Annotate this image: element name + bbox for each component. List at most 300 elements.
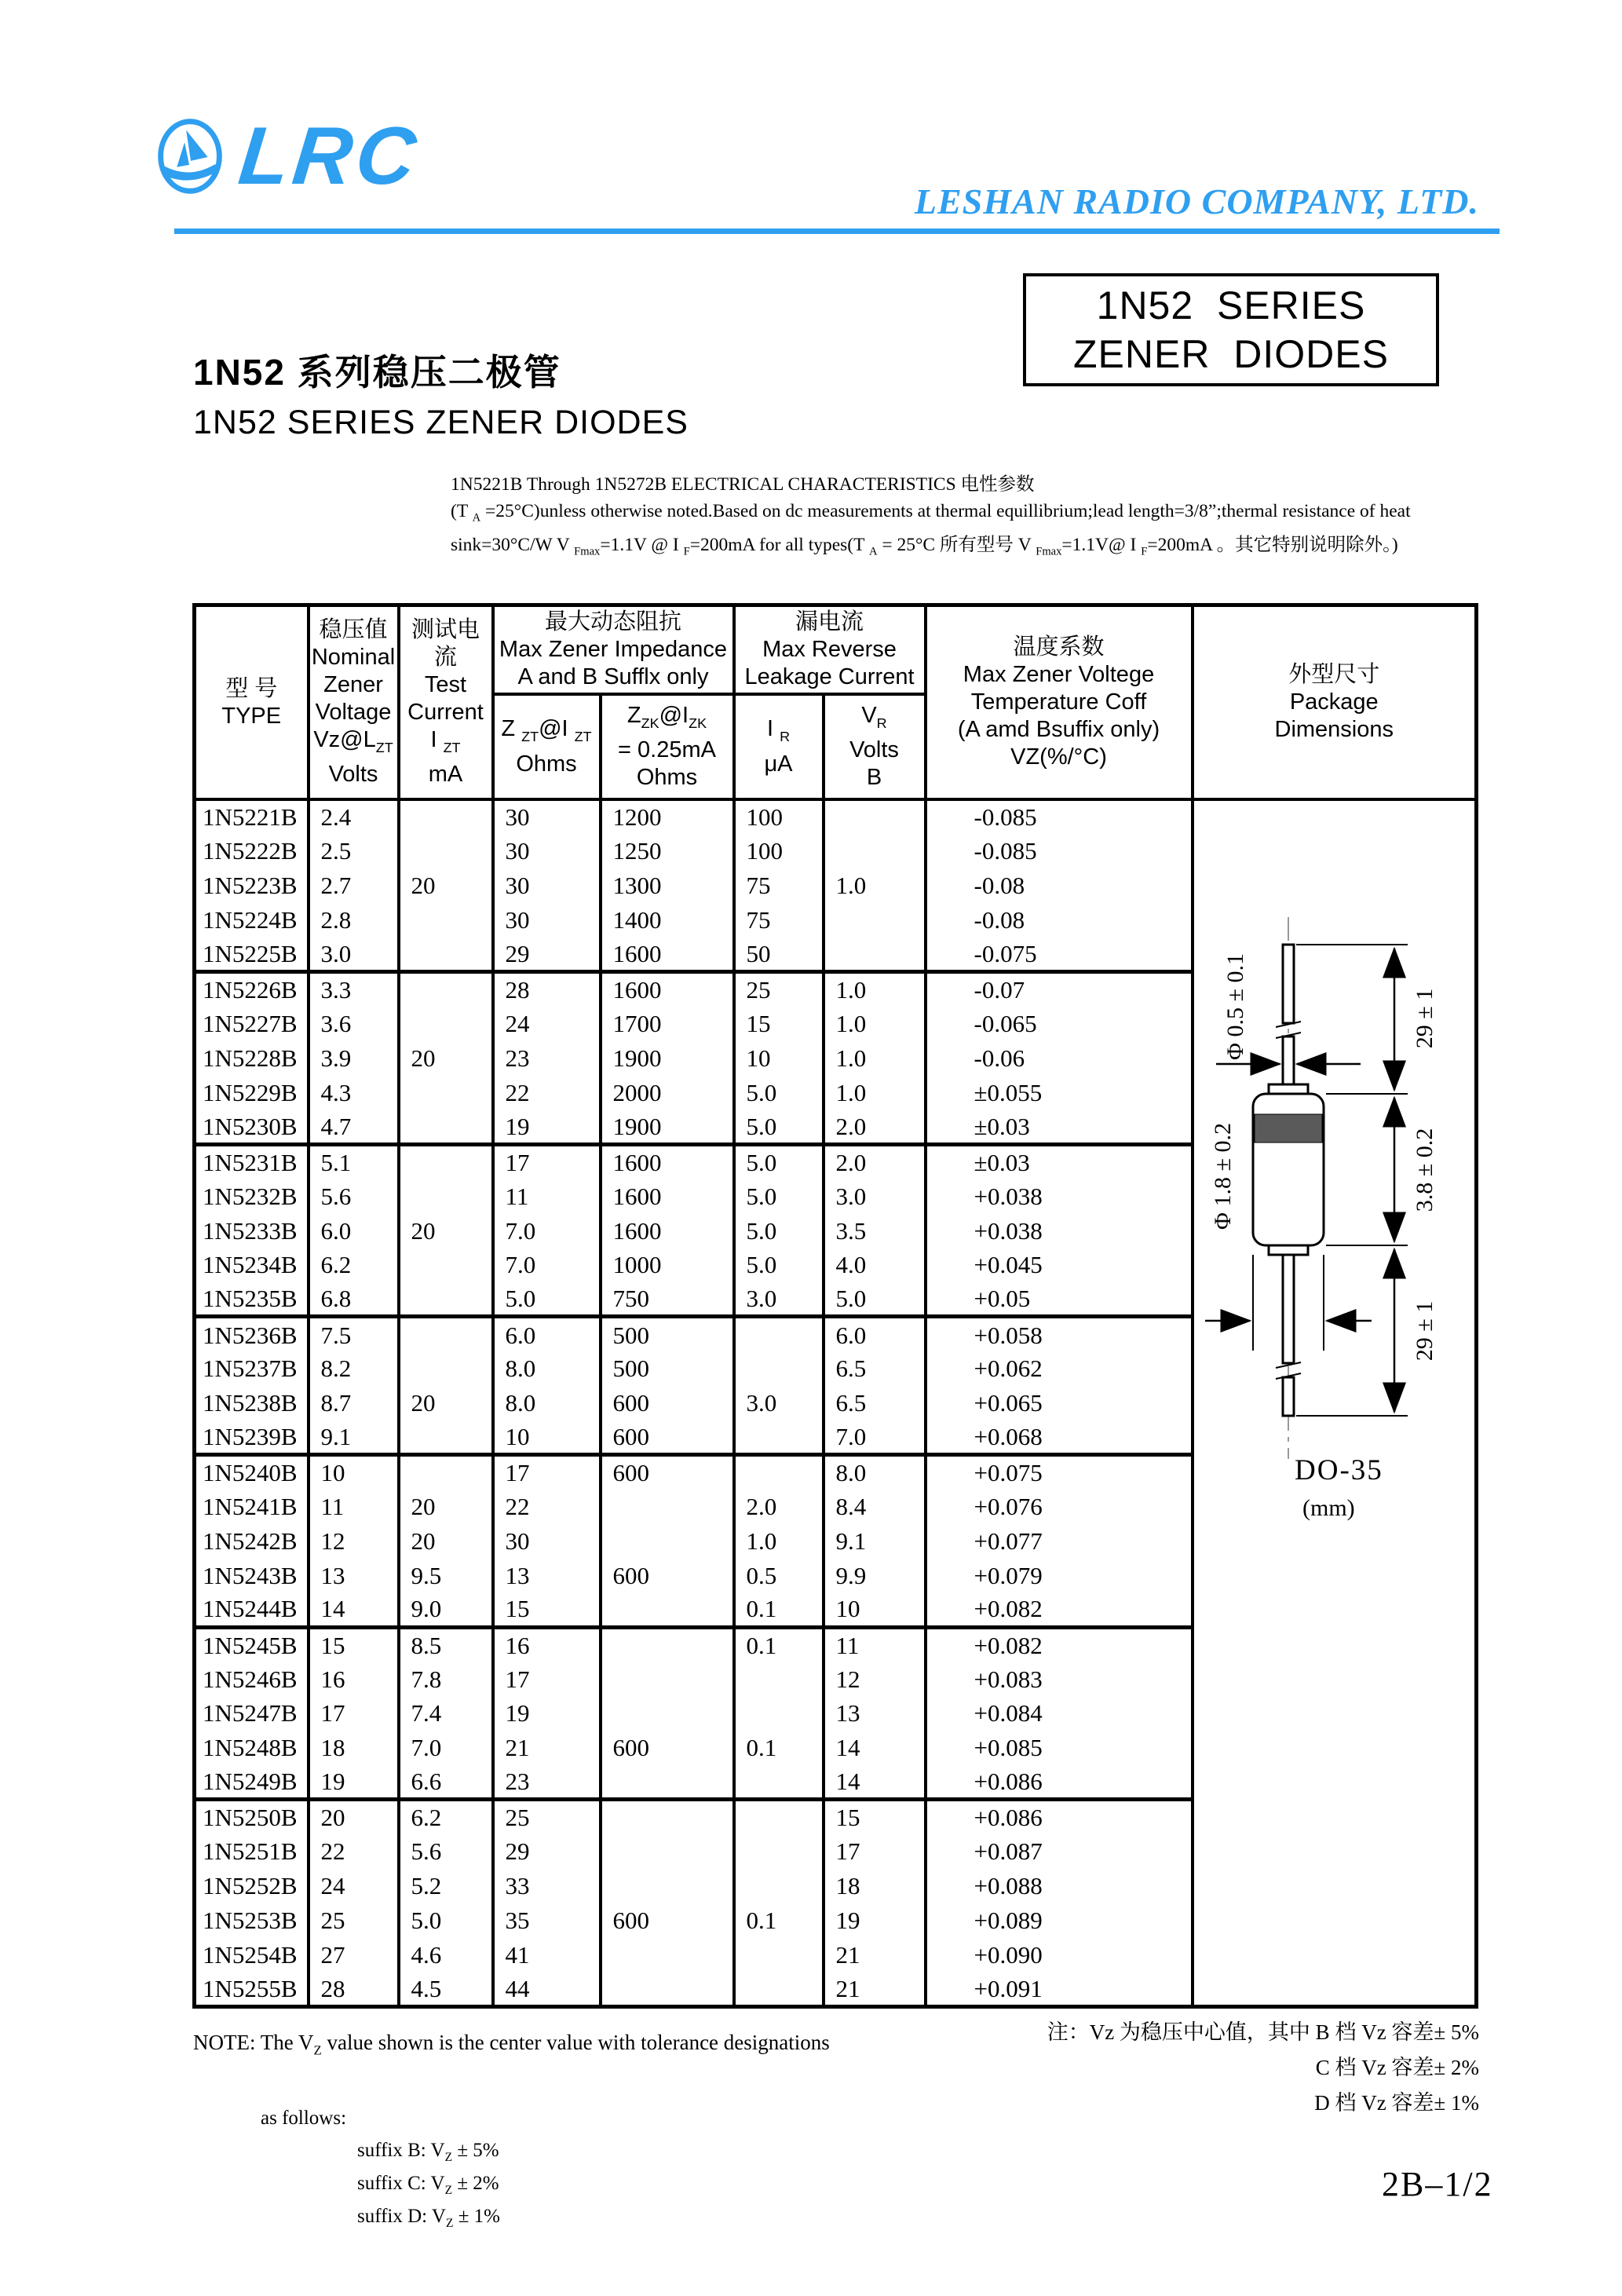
col-header-package: 外型尺寸 Package Dimensions	[1193, 605, 1477, 800]
cell-ir: 5.0	[734, 1075, 824, 1110]
cell-tc: +0.086	[926, 1765, 1193, 1800]
cell-izt: 9.5	[399, 1558, 493, 1592]
cell-zzk: 1700	[601, 1007, 734, 1041]
cell-type: 1N5222B	[195, 834, 309, 868]
cell-ir: 3.0	[734, 1282, 824, 1317]
cell-vz: 11	[309, 1489, 399, 1523]
series-box	[1023, 273, 1439, 386]
table-row	[195, 799, 1477, 834]
cell-zzt: 24	[493, 1007, 601, 1041]
cell-vr: 15	[824, 1800, 926, 1834]
cell-ir: 0.5	[734, 1558, 824, 1592]
spec-table	[192, 603, 1478, 2009]
cell-vz: 2.8	[309, 903, 399, 938]
cell-tc: ±0.03	[926, 1110, 1193, 1144]
cell-tc: -0.08	[926, 903, 1193, 938]
cell-zzt: 17	[493, 1662, 601, 1696]
cell-zzt: 23	[493, 1040, 601, 1075]
body-collar-bottom	[1269, 1245, 1308, 1255]
cell-vr: 17	[824, 1834, 926, 1869]
cell-ir	[734, 1800, 824, 1834]
lrc-logo-icon	[144, 110, 236, 203]
cell-vz: 5.1	[309, 1144, 399, 1179]
cell-ir: 0.1	[734, 1627, 824, 1662]
cell-zzt: 17	[493, 1455, 601, 1490]
cell-tc: +0.090	[926, 1937, 1193, 1972]
cell-zzk: 600	[601, 1455, 734, 1490]
cell-ir: 5.0	[734, 1179, 824, 1213]
cell-ir	[734, 1317, 824, 1351]
cell-vz: 8.7	[309, 1386, 399, 1420]
cell-izt: 5.6	[399, 1834, 493, 1869]
cell-zzk: 1400	[601, 903, 734, 938]
cell-zzt: 30	[493, 868, 601, 903]
top-lead-upper	[1283, 945, 1294, 1023]
cell-zzt: 21	[493, 1731, 601, 1765]
col-header-izt: 测试电流 Test Current I $_{ZT}$ mA	[399, 605, 493, 800]
cell-vr	[824, 834, 926, 868]
cell-vr: 18	[824, 1869, 926, 1903]
cell-izt	[399, 972, 493, 1007]
cell-tc: +0.086	[926, 1800, 1193, 1834]
cell-ir	[734, 1420, 824, 1455]
cell-izt	[399, 1351, 493, 1386]
dim-label-bottom-lead: 29 ± 1	[1411, 1300, 1438, 1362]
cell-vz: 13	[309, 1558, 399, 1592]
cell-vr: 5.0	[824, 1282, 926, 1317]
cell-vz: 22	[309, 1834, 399, 1869]
cell-ir: 15	[734, 1007, 824, 1041]
cell-vz: 6.8	[309, 1282, 399, 1317]
cell-vr: 9.9	[824, 1558, 926, 1592]
cell-zzt: 30	[493, 799, 601, 834]
cell-ir: 5.0	[734, 1110, 824, 1144]
note-chinese: 注：Vz 为稳压中心值，其中 B 档 Vz 容差± 5% C 档 Vz 容差± 2% D 档 Vz 容差± 1%	[1047, 2020, 1479, 2115]
cell-izt: 7.4	[399, 1696, 493, 1731]
cell-ir: 5.0	[734, 1248, 824, 1282]
cell-izt	[399, 1075, 493, 1110]
cell-tc: +0.091	[926, 1972, 1193, 2006]
col-header-vz: 稳压值 Nominal Zener Voltage $Vz@L_{ZT}$ Volts	[309, 605, 399, 800]
cell-zzk: 500	[601, 1317, 734, 1351]
cell-type: 1N5234B	[195, 1248, 309, 1282]
cell-type: 1N5245B	[195, 1627, 309, 1662]
cell-vr: 1.0	[824, 1075, 926, 1110]
cell-zzt: 30	[493, 903, 601, 938]
cell-tc: -0.065	[926, 1007, 1193, 1041]
cell-izt	[399, 834, 493, 868]
cell-zzt: 8.0	[493, 1351, 601, 1386]
series-box-line1: 1N52 SERIES	[1096, 283, 1366, 327]
cell-tc: +0.065	[926, 1386, 1193, 1420]
cell-vr: 3.0	[824, 1179, 926, 1213]
cell-type: 1N5243B	[195, 1558, 309, 1592]
cell-tc: +0.084	[926, 1696, 1193, 1731]
cell-type: 1N5254B	[195, 1937, 309, 1972]
cell-tc: +0.075	[926, 1455, 1193, 1490]
title-chinese: 1N52 系列稳压二极管	[193, 352, 561, 393]
cell-izt: 4.5	[399, 1972, 493, 2006]
cell-vr: 6.5	[824, 1351, 926, 1386]
cell-vz: 3.6	[309, 1007, 399, 1041]
cell-tc: -0.085	[926, 799, 1193, 834]
cell-vz: 14	[309, 1592, 399, 1627]
cell-ir: 10	[734, 1040, 824, 1075]
cell-tc: +0.082	[926, 1592, 1193, 1627]
cell-tc: -0.07	[926, 972, 1193, 1007]
cell-vr: 21	[824, 1937, 926, 1972]
cell-zzt: 8.0	[493, 1386, 601, 1420]
dim-label-lead-dia: Φ 0.5 ± 0.1	[1222, 953, 1248, 1060]
cell-vr: 10	[824, 1592, 926, 1627]
cell-vz: 16	[309, 1662, 399, 1696]
cell-vr: 13	[824, 1696, 926, 1731]
cell-type: 1N5238B	[195, 1386, 309, 1420]
cell-zzt: 5.0	[493, 1282, 601, 1317]
dim-label-body-length: 3.8 ± 0.2	[1411, 1128, 1438, 1212]
cell-ir	[734, 1662, 824, 1696]
cell-type: 1N5240B	[195, 1455, 309, 1490]
cell-zzk	[601, 1972, 734, 2006]
cell-zzk: 1300	[601, 868, 734, 903]
cell-zzt: 22	[493, 1489, 601, 1523]
cell-vr: 11	[824, 1627, 926, 1662]
cell-vz: 27	[309, 1937, 399, 1972]
cell-tc: +0.068	[926, 1420, 1193, 1455]
cell-vr: 12	[824, 1662, 926, 1696]
cell-zzt: 29	[493, 1834, 601, 1869]
cell-tc: +0.085	[926, 1731, 1193, 1765]
cell-vz: 18	[309, 1731, 399, 1765]
cell-zzt: 44	[493, 1972, 601, 2006]
cell-tc: +0.089	[926, 1903, 1193, 1938]
cell-izt	[399, 1282, 493, 1317]
cell-type: 1N5231B	[195, 1144, 309, 1179]
cell-type: 1N5244B	[195, 1592, 309, 1627]
cell-zzt: 33	[493, 1869, 601, 1903]
cell-vz: 2.7	[309, 868, 399, 903]
cell-type: 1N5227B	[195, 1007, 309, 1041]
bottom-lead-lower	[1283, 1377, 1294, 1416]
cell-tc: +0.079	[926, 1558, 1193, 1592]
cell-zzt: 25	[493, 1800, 601, 1834]
cell-ir: 0.1	[734, 1592, 824, 1627]
bottom-lead-upper	[1283, 1255, 1294, 1363]
cell-vr: 1.0	[824, 1007, 926, 1041]
cell-tc: +0.082	[926, 1627, 1193, 1662]
cell-vr: 7.0	[824, 1420, 926, 1455]
package-cell	[1193, 799, 1477, 2007]
cell-izt	[399, 1144, 493, 1179]
top-lead-lower	[1283, 1036, 1294, 1084]
cell-zzk	[601, 1937, 734, 1972]
cell-zzk: 500	[601, 1351, 734, 1386]
cell-zzk: 1200	[601, 799, 734, 834]
cell-zzt: 29	[493, 938, 601, 972]
col-header-leakage-group: 漏电流 Max Reverse Leakage Current	[734, 605, 926, 695]
note-english: NOTE: The $V_Z$ value shown is the center value with tolerance designations	[193, 2031, 830, 2058]
cathode-band	[1255, 1114, 1322, 1143]
cell-zzk: 1900	[601, 1110, 734, 1144]
cell-vz: 17	[309, 1696, 399, 1731]
cell-izt: 4.6	[399, 1937, 493, 1972]
cell-vr: 14	[824, 1731, 926, 1765]
cell-zzk: 1600	[601, 1144, 734, 1179]
cell-tc: +0.038	[926, 1179, 1193, 1213]
cell-tc: ±0.03	[926, 1144, 1193, 1179]
col-header-zzt: Z $_{ZT}$@I $_{ZT}$ Ohms	[493, 694, 601, 799]
cell-zzt: 35	[493, 1903, 601, 1938]
cell-type: 1N5241B	[195, 1489, 309, 1523]
cell-vr: 8.4	[824, 1489, 926, 1523]
header-row-groups	[195, 605, 1477, 695]
cell-zzt: 6.0	[493, 1317, 601, 1351]
cell-ir	[734, 1351, 824, 1386]
cell-zzk: 1600	[601, 938, 734, 972]
dim-label-body-dia: Φ 1.8 ± 0.2	[1209, 1123, 1236, 1230]
cell-zzt: 19	[493, 1696, 601, 1731]
cell-type: 1N5225B	[195, 938, 309, 972]
col-header-vr: $V_R$ Volts B	[824, 694, 926, 799]
cell-izt: 5.2	[399, 1869, 493, 1903]
col-header-temp-coeff: 温度系数 Max Zener Voltege Temperature Coff (A amd Bsuffix only) VZ(%/°C)	[926, 605, 1193, 800]
cell-type: 1N5232B	[195, 1179, 309, 1213]
cell-zzt: 41	[493, 1937, 601, 1972]
cell-vr: 1.0	[824, 1040, 926, 1075]
package-name-label: DO-35	[1294, 1454, 1383, 1486]
dim-label-top-lead: 29 ± 1	[1411, 988, 1438, 1049]
cell-type: 1N5226B	[195, 972, 309, 1007]
cell-ir: 75	[734, 868, 824, 903]
cell-tc: +0.077	[926, 1523, 1193, 1558]
cell-zzt: 22	[493, 1075, 601, 1110]
cell-vz: 9.1	[309, 1420, 399, 1455]
cell-vr: 3.5	[824, 1213, 926, 1248]
cell-zzt: 11	[493, 1179, 601, 1213]
cell-type: 1N5236B	[195, 1317, 309, 1351]
cell-type: 1N5230B	[195, 1110, 309, 1144]
cell-type: 1N5253B	[195, 1903, 309, 1938]
cell-izt	[399, 1110, 493, 1144]
cell-type: 1N5251B	[195, 1834, 309, 1869]
cell-vr	[824, 799, 926, 834]
cell-izt: 6.6	[399, 1765, 493, 1800]
header-rule	[174, 229, 1500, 234]
cell-zzt: 23	[493, 1765, 601, 1800]
cell-izt: 20	[399, 1489, 493, 1523]
title-english: 1N52 SERIES ZENER DIODES	[193, 404, 689, 441]
cell-izt: 6.2	[399, 1800, 493, 1834]
cell-izt	[399, 799, 493, 834]
cell-zzk	[601, 1834, 734, 1869]
cell-vz: 24	[309, 1869, 399, 1903]
cell-type: 1N5233B	[195, 1213, 309, 1248]
cell-ir: 75	[734, 903, 824, 938]
cell-vz: 7.5	[309, 1317, 399, 1351]
cell-zzk	[601, 1800, 734, 1834]
cell-vz: 10	[309, 1455, 399, 1490]
cell-izt: 5.0	[399, 1903, 493, 1938]
note-suffix-list: suffix B: $V_Z \pm 5\%$ suffix C: $V_Z \pm 2\%$ suffix D: $V_Z \pm 1\%$	[357, 2140, 500, 2230]
cell-vr	[824, 938, 926, 972]
cell-type: 1N5229B	[195, 1075, 309, 1110]
col-header-zzk: $Z_{ZK}@I_{ZK}$ = 0.25mA Ohms	[601, 694, 734, 799]
cell-zzt: 16	[493, 1627, 601, 1662]
cell-ir: 3.0	[734, 1386, 824, 1420]
cell-zzk: 600	[601, 1903, 734, 1938]
cell-type: 1N5249B	[195, 1765, 309, 1800]
series-box-line2: ZENER DIODES	[1073, 332, 1389, 376]
table-body	[195, 799, 1477, 2007]
cell-zzk	[601, 1489, 734, 1523]
page-number: 2B–1/2	[1382, 2165, 1493, 2203]
cell-vz: 4.7	[309, 1110, 399, 1144]
cell-izt: 7.8	[399, 1662, 493, 1696]
cell-vr: 4.0	[824, 1248, 926, 1282]
cell-vz: 3.9	[309, 1040, 399, 1075]
cell-type: 1N5237B	[195, 1351, 309, 1386]
cell-ir: 5.0	[734, 1213, 824, 1248]
cell-type: 1N5255B	[195, 1972, 309, 2006]
cell-vr: 2.0	[824, 1110, 926, 1144]
cell-vr	[824, 903, 926, 938]
cell-izt	[399, 938, 493, 972]
cell-izt	[399, 1248, 493, 1282]
intro-paragraph: 1N5221B Through 1N5272B ELECTRICAL CHARACTERISTICS 电性参数 (T $_A$ =25°C)unless otherwise noted.Based on dc measurements at thermal equillibrium;lead length=3/8”;thermal resistance of heat sink=30°C/W V $_{Fmax}$=1.1V @ I $_F$=200mA for all types(T $_A$ = 25°C 所有型号 V $_{Fmax}$=1.1V@ I $_F$=200mA 。其它特别说明除外。)	[451, 474, 1411, 558]
cell-type: 1N5242B	[195, 1523, 309, 1558]
cell-ir: 2.0	[734, 1489, 824, 1523]
cell-tc: +0.083	[926, 1662, 1193, 1696]
cell-zzt: 17	[493, 1144, 601, 1179]
cell-izt	[399, 903, 493, 938]
cell-vz: 2.5	[309, 834, 399, 868]
cell-tc: ±0.055	[926, 1075, 1193, 1110]
cell-vz: 6.0	[309, 1213, 399, 1248]
cell-zzk	[601, 1765, 734, 1800]
company-name: LESHAN RADIO COMPANY, LTD.	[914, 181, 1479, 221]
cell-type: 1N5248B	[195, 1731, 309, 1765]
cell-ir	[734, 1834, 824, 1869]
lrc-logo	[144, 110, 424, 203]
cell-izt: 20	[399, 1213, 493, 1248]
cell-vz: 19	[309, 1765, 399, 1800]
cell-zzk	[601, 1662, 734, 1696]
cell-ir	[734, 1869, 824, 1903]
cell-ir: 100	[734, 834, 824, 868]
col-header-ir: I $_R$ μA	[734, 694, 824, 799]
cell-tc: -0.08	[926, 868, 1193, 903]
cell-izt: 20	[399, 1040, 493, 1075]
cell-vr: 8.0	[824, 1455, 926, 1490]
cell-ir	[734, 1455, 824, 1490]
cell-ir: 5.0	[734, 1144, 824, 1179]
cell-type: 1N5223B	[195, 868, 309, 903]
cell-ir	[734, 1696, 824, 1731]
cell-zzk	[601, 1696, 734, 1731]
cell-zzk: 1600	[601, 1213, 734, 1248]
cell-tc: -0.085	[926, 834, 1193, 868]
cell-type: 1N5246B	[195, 1662, 309, 1696]
cell-type: 1N5224B	[195, 903, 309, 938]
cell-izt: 20	[399, 1523, 493, 1558]
cell-vr: 14	[824, 1765, 926, 1800]
cell-ir: 25	[734, 972, 824, 1007]
cell-ir	[734, 1765, 824, 1800]
cell-tc: +0.045	[926, 1248, 1193, 1282]
cell-izt	[399, 1179, 493, 1213]
cell-zzk: 600	[601, 1386, 734, 1420]
cell-zzk: 1250	[601, 834, 734, 868]
cell-type: 1N5247B	[195, 1696, 309, 1731]
cell-zzt: 15	[493, 1592, 601, 1627]
cell-zzt: 19	[493, 1110, 601, 1144]
cell-zzk: 1000	[601, 1248, 734, 1282]
cell-zzk	[601, 1627, 734, 1662]
cell-zzk: 600	[601, 1420, 734, 1455]
cell-vr: 6.5	[824, 1386, 926, 1420]
cell-izt	[399, 1317, 493, 1351]
cell-ir: 1.0	[734, 1523, 824, 1558]
cell-ir	[734, 1972, 824, 2006]
cell-vz: 8.2	[309, 1351, 399, 1386]
cell-ir: 50	[734, 938, 824, 972]
cell-zzk: 750	[601, 1282, 734, 1317]
cell-izt: 20	[399, 1386, 493, 1420]
cell-vr: 6.0	[824, 1317, 926, 1351]
cell-vz: 6.2	[309, 1248, 399, 1282]
col-header-impedance-group: 最大动态阻抗 Max Zener Impedance A and B Sufflx only	[493, 605, 734, 695]
cell-type: 1N5250B	[195, 1800, 309, 1834]
cell-zzk	[601, 1869, 734, 1903]
cell-vz: 3.0	[309, 938, 399, 972]
cell-tc: +0.05	[926, 1282, 1193, 1317]
cell-tc: +0.087	[926, 1834, 1193, 1869]
cell-izt: 9.0	[399, 1592, 493, 1627]
cell-zzt: 13	[493, 1558, 601, 1592]
body-collar-top	[1269, 1084, 1308, 1094]
package-unit-label: (mm)	[1302, 1495, 1355, 1521]
cell-vz: 2.4	[309, 799, 399, 834]
cell-zzk: 600	[601, 1558, 734, 1592]
cell-tc: -0.075	[926, 938, 1193, 972]
cell-vr: 1.0	[824, 972, 926, 1007]
cell-vz: 20	[309, 1800, 399, 1834]
col-header-type: 型 号 TYPE	[195, 605, 309, 800]
cell-type: 1N5252B	[195, 1869, 309, 1903]
cell-tc: +0.038	[926, 1213, 1193, 1248]
cell-vz: 3.3	[309, 972, 399, 1007]
cell-zzt: 28	[493, 972, 601, 1007]
cell-zzt: 30	[493, 1523, 601, 1558]
cell-zzt: 7.0	[493, 1213, 601, 1248]
cell-vz: 25	[309, 1903, 399, 1938]
cell-type: 1N5235B	[195, 1282, 309, 1317]
cell-zzt: 10	[493, 1420, 601, 1455]
cell-vr: 1.0	[824, 868, 926, 903]
cell-vz: 28	[309, 1972, 399, 2006]
cell-vz: 5.6	[309, 1179, 399, 1213]
cell-vz: 12	[309, 1523, 399, 1558]
cell-ir	[734, 1937, 824, 1972]
cell-vr: 19	[824, 1903, 926, 1938]
cell-tc: +0.088	[926, 1869, 1193, 1903]
package-diagram	[1194, 801, 1472, 2001]
cell-zzk: 1600	[601, 1179, 734, 1213]
cell-vz: 4.3	[309, 1075, 399, 1110]
cell-izt	[399, 1455, 493, 1490]
cell-vr: 9.1	[824, 1523, 926, 1558]
cell-izt	[399, 1420, 493, 1455]
